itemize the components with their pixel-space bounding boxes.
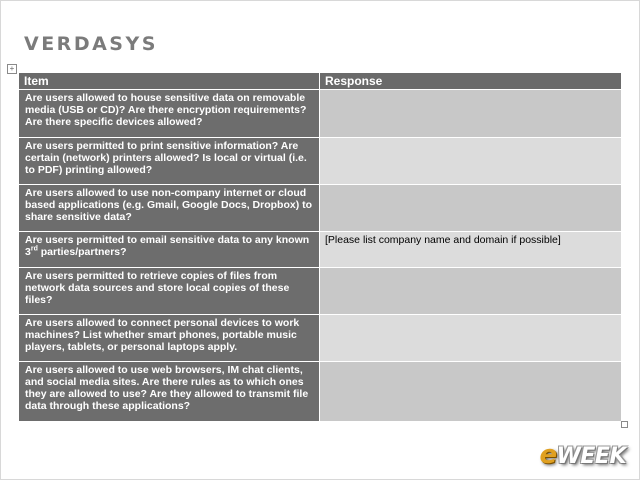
response-cell[interactable] xyxy=(320,315,622,362)
table-resize-handle-icon[interactable] xyxy=(621,421,628,428)
question-cell: Are users permitted to print sensitive information? Are certain (network) printers allowed? Is local or virtual (i.e. to PDF) printing allowed? xyxy=(19,138,320,185)
question-text: Are users permitted to email sensitive data to any known 3 xyxy=(25,234,310,258)
ordinal-suffix: rd xyxy=(30,245,38,253)
verdasys-logo: VERDASYS xyxy=(24,33,158,55)
column-header-response: Response xyxy=(320,73,622,90)
column-header-item: Item xyxy=(19,73,320,90)
question-cell: Are users allowed to use web browsers, IM chat clients, and social media sites. Are there rules as to which ones they are allowed to use? Are they allowed to transmit file data through these applications? xyxy=(19,362,320,422)
table-row xyxy=(19,90,622,138)
response-cell[interactable]: [Please list company name and domain if possible] xyxy=(320,232,622,268)
table-row xyxy=(19,185,622,232)
response-cell[interactable] xyxy=(320,138,622,185)
response-cell[interactable] xyxy=(320,90,622,138)
question-cell: Are users allowed to use non-company internet or cloud based applications (e.g. Gmail, Google Docs, Dropbox) to share sensitive data? xyxy=(19,185,320,232)
response-cell[interactable] xyxy=(320,268,622,315)
table-row xyxy=(19,232,622,268)
table-header-row xyxy=(19,73,622,90)
response-cell[interactable] xyxy=(320,185,622,232)
question-text-end: parties/partners? xyxy=(37,246,127,258)
table-row xyxy=(19,315,622,362)
eweek-watermark-logo: eWEEK xyxy=(539,440,626,470)
response-cell[interactable] xyxy=(320,362,622,422)
table-row xyxy=(19,268,622,315)
data-policy-table xyxy=(18,72,622,422)
question-cell: Are users allowed to connect personal devices to work machines? List whether smart phones, portable music players, tablets, or personal laptops apply. xyxy=(19,315,320,362)
question-cell xyxy=(19,232,320,268)
table-row xyxy=(19,362,622,422)
question-cell: Are users permitted to retrieve copies of files from network data sources and store local copies of these files? xyxy=(19,268,320,315)
table-row xyxy=(19,138,622,185)
table-move-handle-icon[interactable]: + xyxy=(7,64,17,74)
question-cell: Are users allowed to house sensitive data on removable media (USB or CD)? Are there encryption requirements? Are there specific devices allowed? xyxy=(19,90,320,138)
